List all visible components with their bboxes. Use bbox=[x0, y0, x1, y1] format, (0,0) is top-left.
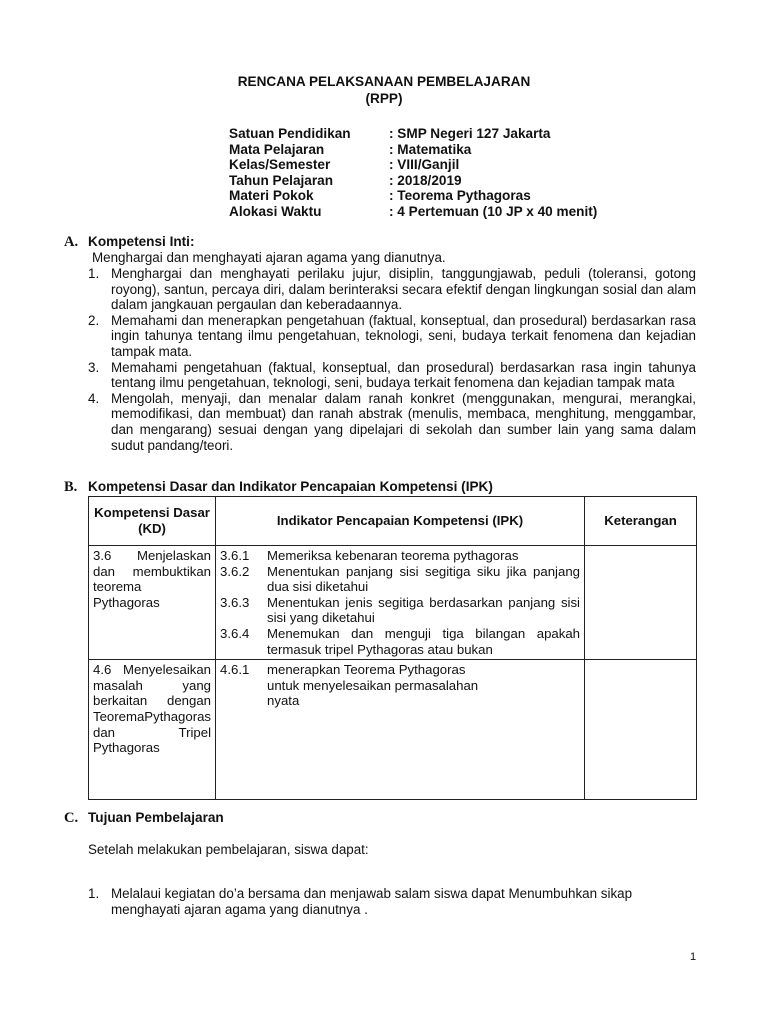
info-block bbox=[229, 126, 597, 220]
ipk-item: 3.6.3 Menentukan jenis segitiga berdasarkan panjang sisi sisi yang diketahui bbox=[220, 594, 580, 626]
list-item: 1. Melalaui kegiatan do’a bersama dan menjawab salam siswa dapat Menumbuhkan sikap menghayati ajaran agama yang dianutnya . bbox=[88, 886, 633, 917]
doc-subtitle: (RPP) bbox=[365, 91, 403, 106]
list-item: 3. Memahami pengetahuan (faktual, konseptual, dan prosedural) berdasarkan rasa ingin tahunya tentang ilmu pengetahuan, teknologi, seni, budaya terkait fenomena dan kejadian tampak mata bbox=[88, 359, 696, 391]
doc-title: RENCANA PELAKSANAAN PEMBELAJARAN bbox=[237, 74, 531, 89]
table-row bbox=[89, 546, 697, 660]
section-c-intro: Setelah melakukan pembelajaran, siswa dapat: bbox=[88, 842, 369, 857]
page-number: 1 bbox=[690, 951, 697, 963]
info-row: Mata Pelajaran : Matematika bbox=[229, 141, 472, 157]
section-b-heading: B. Kompetensi Dasar dan Indikator Pencapaian Kompetensi (IPK) bbox=[64, 479, 493, 495]
header-ipk: Indikator Pencapaian Kompetensi (IPK) bbox=[216, 497, 585, 546]
section-a-list bbox=[88, 266, 696, 453]
info-row: Alokasi Waktu : 4 Pertemuan (10 JP x 40 menit) bbox=[229, 203, 598, 219]
header-keterangan: Keterangan bbox=[585, 497, 697, 546]
info-row: Satuan Pendidikan : SMP Negeri 127 Jakarta bbox=[229, 126, 551, 141]
header-kd: Kompetensi Dasar (KD) bbox=[89, 497, 216, 546]
section-c-list bbox=[88, 886, 696, 917]
table-row bbox=[89, 660, 697, 800]
info-row: Tahun Pelajaran : 2018/2019 bbox=[229, 172, 462, 188]
kd-cell: 4.6 Menyelesaikan masalah yang berkaitan dengan TeoremaPythagoras dan Tripel Pythagoras bbox=[89, 660, 216, 800]
ipk-item: 3.6.4 Menemukan dan menguji tiga bilangan apakah termasuk tripel Pythagoras atau bukan bbox=[220, 625, 580, 657]
section-a-heading: A. Kompetensi Inti: bbox=[64, 234, 195, 250]
ipk-item: 3.6.2 Menentukan panjang sisi segitiga siku jika panjang dua sisi diketahui bbox=[220, 563, 580, 595]
keterangan-cell bbox=[585, 660, 697, 800]
ipk-cell bbox=[216, 660, 585, 800]
ipk-item: 4.6.1 menerapkan Teorema Pythagoras untuk menyelesaikan permasalahan nyata bbox=[220, 662, 479, 709]
keterangan-cell bbox=[585, 546, 697, 660]
ipk-cell bbox=[216, 546, 585, 660]
section-a-intro: Menghargai dan menghayati ajaran agama yang dianutnya. bbox=[92, 250, 446, 265]
table-header-row bbox=[89, 497, 697, 546]
list-item: 1. Menghargai dan menghayati perilaku jujur, disiplin, tanggungjawab, peduli (toleransi, gotong royong), santun, percaya diri, dalam berinteraksi secara efektif dengan lingkungan sosial dan alam dalam jangkauan pergaulan dan keberadaannya. bbox=[88, 266, 696, 313]
ipk-item: 3.6.1 Memeriksa kebenaran teorema pythagoras bbox=[220, 548, 519, 563]
info-row: Materi Pokok : Teorema Pythagoras bbox=[229, 188, 531, 204]
list-item: 4. Mengolah, menyaji, dan menalar dalam ranah konkret (menggunakan, mengurai, merangkai, memodifikasi, dan membuat) dan ranah abstrak (menulis, membaca, menghitung, menggambar, dan mengarang) sesuai dengan yang dipelajari di sekolah dan sumber lain yang sama dalam sudut pandang/teori. bbox=[88, 390, 696, 453]
section-c-heading: C. Tujuan Pembelajaran bbox=[64, 810, 224, 826]
kd-cell: 3.6 Menjelaskan dan membuktikan teorema Pythagoras bbox=[89, 546, 216, 660]
info-row: Kelas/Semester : VIII/Ganjil bbox=[229, 157, 460, 173]
list-item: 2. Memahami dan menerapkan pengetahuan (faktual, konseptual, dan prosedural) berdasarkan rasa ingin tahunya tentang ilmu pengetahuan, teknologi, seni, budaya terkait fenomena dan kejadian tampak mata. bbox=[88, 312, 696, 359]
kd-ipk-table bbox=[88, 496, 697, 800]
